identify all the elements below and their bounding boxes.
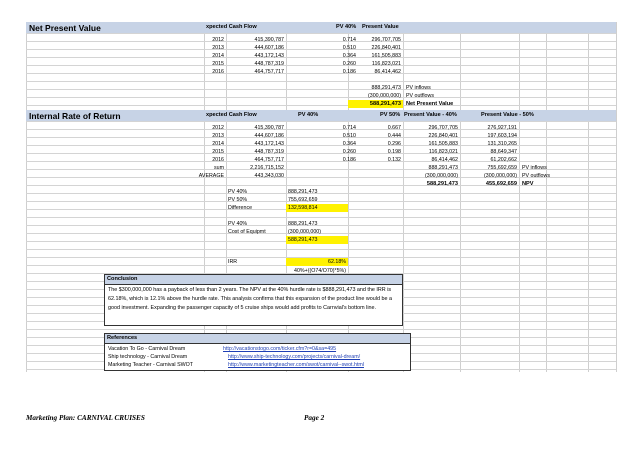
footer-title: Marketing Plan: CARNIVAL CRUISES xyxy=(26,414,145,422)
grid-line xyxy=(26,329,616,330)
grid-line xyxy=(26,233,616,234)
irr-sum-value: 2,216,715,152 xyxy=(250,165,284,171)
npv-pv-factor: 0.186 xyxy=(342,69,356,75)
irr-outflows40: (300,000,000) xyxy=(425,173,458,179)
irr-outflows-label: PV outflows xyxy=(522,173,550,179)
npv-year: 2014 xyxy=(212,53,224,59)
irr-col-pv40: PV 40% xyxy=(298,112,319,118)
calc-irr-formula: 40%+((O74/O70)*5%) xyxy=(294,268,346,274)
irr-cash-flow: 448,787,319 xyxy=(254,149,284,155)
irr-pv40-factor: 0.510 xyxy=(342,133,356,139)
grid-line xyxy=(26,153,616,154)
irr-pv50-factor: 0.444 xyxy=(387,133,401,139)
references-heading: References xyxy=(105,334,410,344)
irr-pv50-factor: 0.198 xyxy=(387,149,401,155)
calc-pv40b-value: 888,291,473 xyxy=(288,221,318,227)
grid-line xyxy=(26,105,616,106)
npv-year: 2012 xyxy=(212,37,224,43)
reference-name: Ship technology - Carnival Dream xyxy=(108,354,188,360)
irr-cash-flow: 444,607,186 xyxy=(254,133,284,139)
irr-title: Internal Rate of Return xyxy=(29,111,121,121)
calc-irr-value: 62.18% xyxy=(328,259,346,265)
npv-year: 2015 xyxy=(212,61,224,67)
irr-pv40-factor: 0.364 xyxy=(342,141,356,147)
conclusion-heading: Conclusion xyxy=(105,275,402,285)
npv-outflows-label: PV outflows xyxy=(406,93,434,99)
irr-npv40: 588,291,473 xyxy=(426,181,458,187)
references-box xyxy=(104,333,411,371)
grid-line xyxy=(26,249,616,250)
irr-cash-flow: 415,390,787 xyxy=(254,125,284,131)
npv-label: Net Present Value xyxy=(406,101,454,107)
npv-year: 2016 xyxy=(212,69,224,75)
irr-year: 2014 xyxy=(212,141,224,147)
npv-title: Net Present Value xyxy=(29,23,101,33)
grid-line xyxy=(26,97,616,98)
irr-avg-label: AVERAGE xyxy=(198,173,224,179)
irr-cash-flow: 464,757,717 xyxy=(254,157,284,163)
irr-cash-flow: 443,172,143 xyxy=(254,141,284,147)
calc-pv50-label: PV 50% xyxy=(228,197,248,203)
irr-year: 2015 xyxy=(212,149,224,155)
npv-cash-flow: 443,172,143 xyxy=(254,53,284,59)
irr-present50: 197,603,194 xyxy=(487,133,517,139)
irr-pv40-factor: 0.186 xyxy=(342,157,356,163)
irr-inflows40: 888,291,473 xyxy=(428,165,458,171)
grid-line xyxy=(26,41,616,42)
irr-avg-value: 443,343,030 xyxy=(254,173,284,179)
calc-pv40-label: PV 40% xyxy=(228,189,248,195)
irr-present40: 161,505,883 xyxy=(428,141,458,147)
npv-present-value: 296,707,705 xyxy=(371,37,401,43)
irr-col-cash-flow: xpected Cash Flow xyxy=(206,112,257,118)
grid-line xyxy=(26,57,616,58)
grid-line xyxy=(26,129,616,130)
irr-present40: 86,414,462 xyxy=(431,157,458,163)
reference-link[interactable]: http://www.ship-technology.com/projects/carnival-dream/ xyxy=(228,354,361,360)
grid-line xyxy=(26,81,616,82)
conclusion-box xyxy=(104,274,403,326)
npv-pv-factor: 0.260 xyxy=(342,61,356,67)
irr-pv50-factor: 0.132 xyxy=(387,157,401,163)
grid-line xyxy=(26,33,616,34)
calc-pv50-value: 755,692,659 xyxy=(288,197,318,203)
npv-col-cash-flow: xpected Cash Flow xyxy=(206,24,257,30)
npv-pv-factor: 0.714 xyxy=(342,37,356,43)
npv-inflows-label: PV inflows xyxy=(406,85,431,91)
calc-diff-label: Difference xyxy=(228,205,253,211)
footer-page: Page 2 xyxy=(304,414,325,422)
npv-cash-flow: 464,757,717 xyxy=(254,69,284,75)
npv-header-band xyxy=(26,22,616,33)
npv-cash-flow: 415,390,787 xyxy=(254,37,284,43)
grid-line xyxy=(26,65,616,66)
reference-link[interactable]: http://vacationstogo.com/ticker.cfm?r=0&sa=495 xyxy=(223,346,337,352)
grid-line xyxy=(26,137,616,138)
grid-line xyxy=(26,121,616,122)
irr-present50: 61,202,662 xyxy=(490,157,517,163)
npv-outflows-value: (300,000,000) xyxy=(368,93,401,99)
npv-present-value: 86,414,462 xyxy=(374,69,401,75)
calc-cost-label: Cost of Equipmt xyxy=(228,229,266,235)
irr-col-present50: Present Value - 50% xyxy=(481,112,534,118)
npv-present-value: 161,505,883 xyxy=(371,53,401,59)
irr-pv50-factor: 0.296 xyxy=(387,141,401,147)
npv-col-present: Present Value xyxy=(362,24,399,30)
irr-present40: 226,840,401 xyxy=(428,133,458,139)
npv-col-pv: PV 40% xyxy=(336,24,357,30)
irr-col-present40: Present Value - 40% xyxy=(404,112,457,118)
npv-cash-flow: 444,607,186 xyxy=(254,45,284,51)
irr-present50: 88,649,347 xyxy=(490,149,517,155)
irr-present50: 131,310,265 xyxy=(487,141,517,147)
conclusion-text: The $300,000,000 has a payback of less than 2 years. The NPV at the 40% hurdle rate is $888,291,473 and the IRR is 62.18%, which is 12.1% above the hurdle rate. This analysis confirms that this expansion of the product line would be a good investment. Expanding the passenger capacity of 5 cruise ships would add profits to Carnvial's bottom line. xyxy=(108,287,392,312)
calc-diff-value: 132,598,814 xyxy=(288,205,318,211)
grid-line xyxy=(26,161,616,162)
irr-present40: 296,707,705 xyxy=(428,125,458,131)
npv-present-value: 116,823,021 xyxy=(371,61,401,67)
npv-cash-flow: 448,787,319 xyxy=(254,61,284,67)
calc-irr-label: IRR xyxy=(228,259,238,265)
reference-name: Vacation To Go - Carnival Dream xyxy=(108,346,186,352)
npv-value: 588,291,473 xyxy=(369,101,401,107)
grid-line xyxy=(26,217,616,218)
irr-present40: 116,823,021 xyxy=(428,149,458,155)
irr-pv40-factor: 0.714 xyxy=(342,125,356,131)
grid-line xyxy=(26,193,616,194)
irr-col-pv50: PV 50% xyxy=(380,112,401,118)
irr-inflows50: 755,692,659 xyxy=(487,165,517,171)
irr-year: 2012 xyxy=(212,125,224,131)
calc-pv40b-label: PV 40% xyxy=(228,221,248,227)
irr-sum-label: sum xyxy=(213,165,224,171)
calc-net-value: 588,291,473 xyxy=(288,237,318,243)
grid-line xyxy=(26,225,616,226)
reference-name: Marketing Teacher - Carnival SWOT xyxy=(108,362,193,368)
reference-link[interactable]: http://www.marketingteacher.com/swot/carnival--swot.html xyxy=(228,362,364,368)
npv-pv-factor: 0.510 xyxy=(342,45,356,51)
irr-npv50: 455,692,659 xyxy=(485,181,517,187)
calc-cost-value: (300,000,000) xyxy=(288,229,321,235)
grid-line xyxy=(26,89,616,90)
grid-line xyxy=(26,73,616,74)
irr-inflows-label: PV inflows xyxy=(522,165,547,171)
irr-year: 2013 xyxy=(212,133,224,139)
irr-pv50-factor: 0.667 xyxy=(387,125,401,131)
npv-pv-factor: 0.364 xyxy=(342,53,356,59)
npv-year: 2013 xyxy=(212,45,224,51)
calc-pv40-value: 888,291,473 xyxy=(288,189,318,195)
irr-year: 2016 xyxy=(212,157,224,163)
irr-outflows50: (300,000,000) xyxy=(484,173,517,179)
npv-present-value: 226,840,401 xyxy=(371,45,401,51)
irr-present50: 276,927,191 xyxy=(487,125,517,131)
grid-line xyxy=(26,145,616,146)
irr-pv40-factor: 0.260 xyxy=(342,149,356,155)
grid-line xyxy=(26,49,616,50)
npv-inflows-value: 888,291,473 xyxy=(371,85,401,91)
grid-line xyxy=(26,201,616,202)
irr-npv-label: NPV xyxy=(522,181,534,187)
